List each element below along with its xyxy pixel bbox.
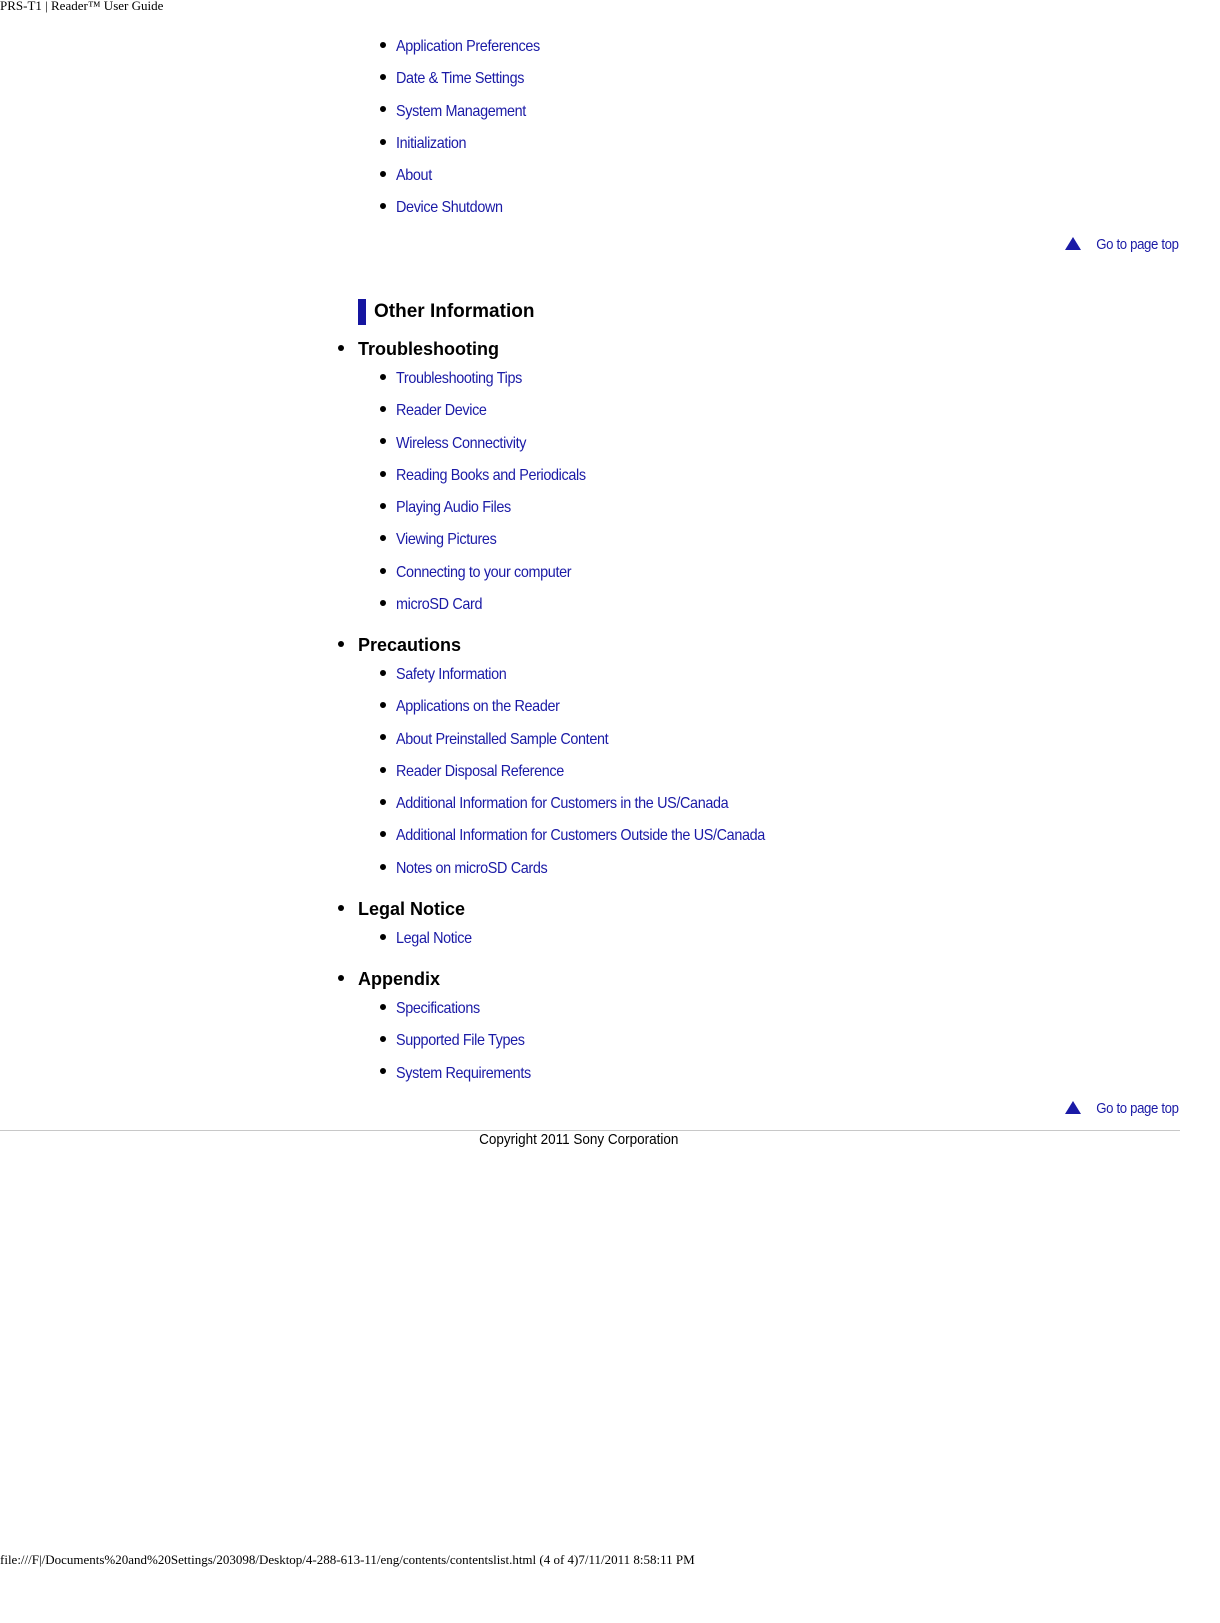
bullet-icon xyxy=(380,934,386,940)
list-item xyxy=(380,38,556,70)
link-device-shutdown[interactable]: Device Shutdown xyxy=(396,199,503,217)
bullet-icon xyxy=(380,42,386,48)
list-item xyxy=(380,666,806,698)
link-system-requirements[interactable]: System Requirements xyxy=(396,1064,531,1082)
bullet-icon xyxy=(380,438,386,444)
precautions-link-list xyxy=(380,666,806,892)
print-footer: file:///F|/Documents%20and%20Settings/203098/Desktop/4-288-613-11/eng/contents/contentslist.html (4 of 4)7/11/2011 8:58:11 PM xyxy=(0,1552,695,1567)
heading-bar-icon xyxy=(358,299,366,325)
bullet-icon xyxy=(380,831,386,837)
list-item xyxy=(380,564,607,596)
link-reading-books[interactable]: Reading Books and Periodicals xyxy=(396,466,586,484)
link-safety-information[interactable]: Safety Information xyxy=(396,666,507,683)
bullet-icon xyxy=(380,106,386,112)
bullet-icon xyxy=(338,641,344,647)
list-item xyxy=(380,402,607,434)
link-supported-file-types[interactable]: Supported File Types xyxy=(396,1032,525,1050)
category-title: Troubleshooting xyxy=(358,339,499,359)
bullet-icon xyxy=(338,975,344,981)
bullet-icon xyxy=(380,1036,386,1042)
list-item xyxy=(380,1032,546,1064)
bullet-icon xyxy=(380,864,386,870)
list-item xyxy=(380,467,607,499)
bullet-icon xyxy=(338,345,344,351)
bullet-icon xyxy=(380,1068,386,1074)
go-to-page-top-2[interactable] xyxy=(1065,1100,1179,1118)
list-item xyxy=(380,70,556,102)
list-item xyxy=(380,103,556,135)
bullet-icon xyxy=(380,535,386,541)
go-to-page-top-link[interactable]: Go to page top xyxy=(1096,1100,1179,1117)
bullet-icon xyxy=(380,374,386,380)
category-troubleshooting xyxy=(338,339,499,359)
bullet-icon xyxy=(380,670,386,676)
bullet-icon xyxy=(380,734,386,740)
bullet-icon xyxy=(338,905,344,911)
go-to-page-top-link[interactable]: Go to page top xyxy=(1096,236,1179,253)
link-connecting-computer[interactable]: Connecting to your computer xyxy=(396,563,572,581)
link-about[interactable]: About xyxy=(396,167,432,185)
link-date-time-settings[interactable]: Date & Time Settings xyxy=(396,70,525,88)
category-title: Appendix xyxy=(358,969,441,989)
bullet-icon xyxy=(380,406,386,412)
list-item xyxy=(380,763,806,795)
list-item xyxy=(380,930,480,962)
list-item xyxy=(380,698,806,730)
list-item xyxy=(380,435,607,467)
list-item xyxy=(380,827,806,859)
list-item xyxy=(380,499,607,531)
list-item xyxy=(380,199,556,231)
category-title: Legal Notice xyxy=(358,899,466,919)
link-applications-on-reader[interactable]: Applications on the Reader xyxy=(396,698,560,716)
bullet-icon xyxy=(380,203,386,209)
bullet-icon xyxy=(380,503,386,509)
copyright xyxy=(0,1131,1158,1149)
list-item xyxy=(380,731,806,763)
category-legal-notice xyxy=(338,899,465,919)
link-specifications[interactable]: Specifications xyxy=(396,1000,480,1017)
bullet-icon xyxy=(380,74,386,80)
link-troubleshooting-tips[interactable]: Troubleshooting Tips xyxy=(396,370,522,387)
link-application-preferences[interactable]: Application Preferences xyxy=(396,38,540,55)
list-item xyxy=(380,1065,546,1097)
link-legal-notice[interactable]: Legal Notice xyxy=(396,930,472,947)
link-notes-microsd[interactable]: Notes on microSD Cards xyxy=(396,859,548,877)
list-item xyxy=(380,167,556,199)
bullet-icon xyxy=(380,702,386,708)
link-preinstalled-sample[interactable]: About Preinstalled Sample Content xyxy=(396,730,609,748)
list-item xyxy=(380,795,806,827)
print-header: PRS-T1 | Reader™ User Guide xyxy=(0,0,164,13)
section-heading xyxy=(358,298,534,326)
link-reader-device[interactable]: Reader Device xyxy=(396,402,487,420)
link-info-outside-us-canada[interactable]: Additional Information for Customers Outside the US/Canada xyxy=(396,827,765,845)
link-reader-disposal[interactable]: Reader Disposal Reference xyxy=(396,762,564,780)
bullet-icon xyxy=(380,139,386,145)
bullet-icon xyxy=(380,568,386,574)
link-system-management[interactable]: System Management xyxy=(396,102,526,120)
bullet-icon xyxy=(380,1004,386,1010)
bullet-icon xyxy=(380,767,386,773)
list-item xyxy=(380,531,607,563)
list-item xyxy=(380,596,607,628)
bullet-icon xyxy=(380,799,386,805)
list-item xyxy=(380,1000,546,1032)
category-precautions xyxy=(338,635,461,655)
link-initialization[interactable]: Initialization xyxy=(396,134,467,152)
list-item xyxy=(380,370,607,402)
link-wireless-connectivity[interactable]: Wireless Connectivity xyxy=(396,434,527,452)
section-title: Other Information xyxy=(374,301,535,322)
bullet-icon xyxy=(380,600,386,606)
up-triangle-icon xyxy=(1065,237,1081,250)
appendix-link-list xyxy=(380,1000,546,1097)
link-viewing-pictures[interactable]: Viewing Pictures xyxy=(396,531,497,549)
legal-link-list xyxy=(380,930,480,962)
bullet-icon xyxy=(380,471,386,477)
go-to-page-top-1[interactable] xyxy=(1065,236,1179,254)
category-title: Precautions xyxy=(358,635,462,655)
bullet-icon xyxy=(380,171,386,177)
link-microsd-card[interactable]: microSD Card xyxy=(396,596,483,614)
category-appendix xyxy=(338,969,440,989)
copyright-text: Copyright 2011 Sony Corporation xyxy=(479,1131,679,1148)
list-item xyxy=(380,135,556,167)
troubleshooting-link-list xyxy=(380,370,607,628)
link-info-us-canada[interactable]: Additional Information for Customers in the US/Canada xyxy=(396,795,729,813)
settings-link-list xyxy=(380,38,556,232)
list-item xyxy=(380,860,806,892)
up-triangle-icon xyxy=(1065,1101,1081,1114)
link-playing-audio[interactable]: Playing Audio Files xyxy=(396,499,511,517)
